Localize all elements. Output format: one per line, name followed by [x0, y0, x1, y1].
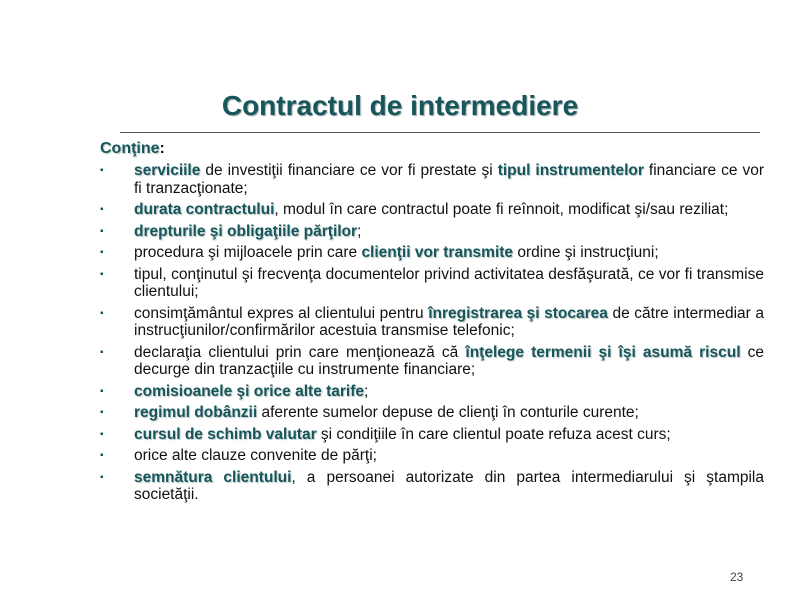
item-text: ; [364, 382, 369, 400]
slide-content [100, 140, 764, 508]
list-item [100, 244, 764, 262]
highlighted-term: regimul dobânzii [134, 404, 258, 421]
list-item [100, 383, 764, 401]
bullet-icon: ▪ [100, 307, 104, 319]
slide-title: Contractul de intermediere [221, 90, 579, 121]
item-text: de investiţii financiare ce vor fi prestate şi [200, 162, 498, 179]
section-heading-text: Conţine [100, 140, 160, 157]
bullet-icon: ▪ [100, 268, 104, 280]
bullet-icon: ▪ [100, 385, 104, 397]
item-text: de către intermediar a instrucţiunilor/confirmărilor acestuia transmise telefonic; [134, 304, 764, 339]
item-text: ce decurge din tranzacţiile cu instrumente financiare; [134, 343, 764, 378]
item-text: ordine şi instrucţiuni; [513, 244, 659, 261]
item-text: financiare ce vor fi tranzacţionate; [134, 162, 764, 197]
item-text: ; [357, 222, 362, 240]
list-item [100, 201, 764, 219]
bullet-icon: ▪ [100, 225, 104, 237]
list-item [100, 447, 764, 465]
title-divider [120, 132, 760, 133]
section-heading [100, 140, 764, 158]
list-item [100, 305, 764, 340]
list-item [100, 162, 764, 197]
list-item [100, 469, 764, 504]
bullet-icon: ▪ [100, 407, 104, 418]
list-item [100, 344, 764, 379]
list-item [100, 266, 764, 301]
section-heading-colon: : [159, 140, 165, 157]
bullet-icon: ▪ [100, 204, 104, 215]
highlighted-term: înregistrarea şi stocarea [428, 304, 608, 322]
highlighted-term: comisioanele şi orice alte tarife [134, 382, 365, 400]
item-text: orice alte clauze convenite de părţi; [134, 447, 377, 464]
highlighted-term: tipul instrumentelor [497, 162, 644, 179]
item-text: , modul în care contractul poate fi reînnoit, modificat şi/sau reziliat; [274, 201, 729, 218]
bullet-icon: ▪ [100, 450, 104, 461]
item-text: consimţământul expres al clientului pentru [134, 304, 429, 322]
item-text: procedura şi mijloacele prin care [134, 244, 362, 261]
list-item [100, 223, 764, 241]
highlighted-term: clienţii vor transmite [361, 244, 514, 261]
list-item [100, 404, 764, 422]
item-text: , a persoanei autorizate din partea intermediarului şi ştampila societăţii. [134, 468, 765, 503]
item-text: declaraţia clientului prin care menţionează că [134, 343, 466, 361]
item-text: tipul, conţinutul şi frecvenţa documentelor privind activitatea desfăşurată, ce vor fi transmise clientului; [134, 265, 764, 300]
contract-clauses-list [100, 162, 764, 504]
page-number: 23 [730, 570, 744, 584]
highlighted-term: cursul de schimb valutar [134, 425, 317, 443]
item-text: aferente sumelor depuse de clienţi în conturile curente; [257, 404, 639, 421]
bullet-icon: ▪ [100, 471, 104, 483]
item-text: şi condiţiile în care clientul poate refuza acest curs; [316, 425, 671, 443]
highlighted-term: drepturile şi obligaţiile părţilor [134, 222, 358, 240]
highlighted-term: înţelege termenii şi îşi asumă riscul [465, 343, 741, 361]
list-item [100, 426, 764, 444]
bullet-icon: ▪ [100, 165, 104, 176]
bullet-icon: ▪ [100, 428, 104, 440]
highlighted-term: durata contractului [134, 201, 275, 218]
highlighted-term: serviciile [134, 162, 201, 179]
highlighted-term: semnătura clientului [134, 468, 292, 486]
bullet-icon: ▪ [100, 247, 104, 258]
bullet-icon: ▪ [100, 346, 104, 358]
